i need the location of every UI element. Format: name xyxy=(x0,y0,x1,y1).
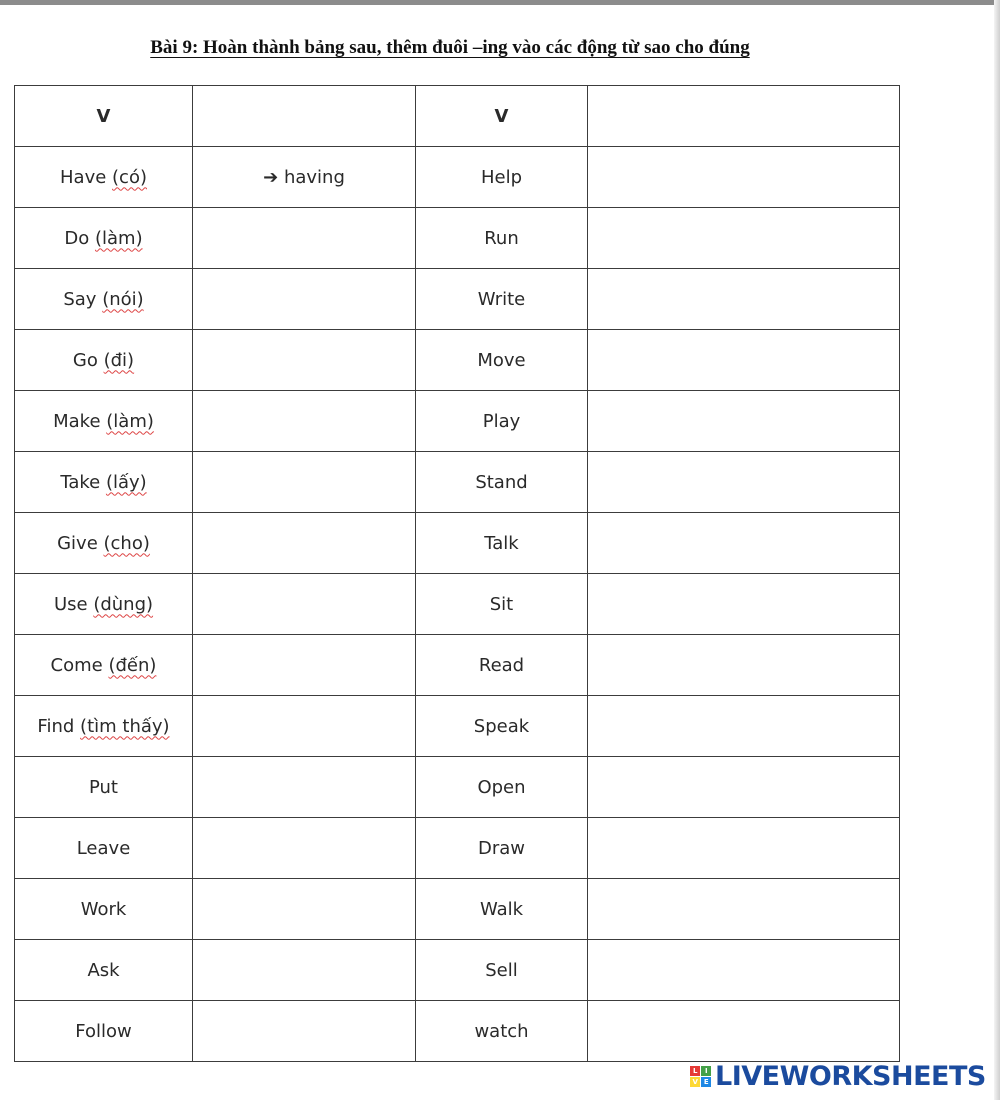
page-title: Bài 9: Hoàn thành bảng sau, thêm đuôi –ing vào các động từ sao cho đúng xyxy=(150,37,750,58)
verb-gloss: (làm) xyxy=(94,227,143,249)
header-verb-2: V xyxy=(416,86,588,147)
verb-cell xyxy=(15,208,193,269)
verb-cell xyxy=(15,818,193,879)
verb-cell: Write xyxy=(416,269,588,330)
answer-cell[interactable] xyxy=(193,940,416,1001)
answer-cell[interactable] xyxy=(193,696,416,757)
answer-cell[interactable] xyxy=(193,269,416,330)
table-row xyxy=(15,879,900,940)
verb-cell: Sit xyxy=(416,574,588,635)
verb-cell: Run xyxy=(416,208,588,269)
answer-cell[interactable] xyxy=(588,818,900,879)
header-answer-2 xyxy=(588,86,900,147)
header-answer-1 xyxy=(193,86,416,147)
liveworksheets-wordmark: LIVEWORKSHEETS xyxy=(715,1060,986,1092)
answer-cell[interactable] xyxy=(193,391,416,452)
verb-cell: Draw xyxy=(416,818,588,879)
verb-text: Follow xyxy=(75,1020,132,1042)
verb-cell xyxy=(15,1001,193,1062)
window-top-edge xyxy=(0,0,1000,5)
verb-cell: watch xyxy=(416,1001,588,1062)
verb-text: Take xyxy=(60,471,101,493)
page-shadow-edge xyxy=(994,0,1000,1100)
verb-gloss: (tìm thấy) xyxy=(80,715,170,737)
table-row xyxy=(15,818,900,879)
verb-cell xyxy=(15,696,193,757)
verb-cell xyxy=(15,391,193,452)
verb-text: Put xyxy=(88,776,118,798)
verb-text: Ask xyxy=(87,959,120,981)
answer-cell[interactable] xyxy=(588,208,900,269)
arrow-right-icon: ➔ xyxy=(263,166,279,188)
mark-square: E xyxy=(701,1077,711,1087)
verb-text: Do xyxy=(64,227,90,249)
answer-cell[interactable] xyxy=(193,879,416,940)
answer-cell[interactable] xyxy=(193,574,416,635)
table-header-row xyxy=(15,86,900,147)
verb-cell xyxy=(15,330,193,391)
answer-cell[interactable] xyxy=(193,513,416,574)
table-row xyxy=(15,452,900,513)
verb-gloss: (đến) xyxy=(108,654,157,676)
table-row xyxy=(15,635,900,696)
verb-cell xyxy=(15,147,193,208)
answer-cell[interactable] xyxy=(588,269,900,330)
mark-square: V xyxy=(690,1077,700,1087)
verb-cell: Speak xyxy=(416,696,588,757)
answer-cell[interactable] xyxy=(193,818,416,879)
verb-cell xyxy=(15,574,193,635)
answer-cell[interactable] xyxy=(588,391,900,452)
answer-cell[interactable] xyxy=(193,208,416,269)
verb-text: Come xyxy=(50,654,103,676)
verb-text: Give xyxy=(57,532,98,554)
answer-cell[interactable] xyxy=(588,147,900,208)
mark-square: I xyxy=(701,1066,711,1076)
verb-text: Make xyxy=(53,410,101,432)
verb-cell: Read xyxy=(416,635,588,696)
verb-text: Work xyxy=(80,898,127,920)
answer-cell[interactable] xyxy=(193,147,416,208)
table-row xyxy=(15,330,900,391)
table-row xyxy=(15,147,900,208)
verb-text: Go xyxy=(72,349,98,371)
verb-gloss: (dùng) xyxy=(93,593,154,615)
verb-text: Have xyxy=(60,166,107,188)
answer-cell[interactable] xyxy=(588,574,900,635)
verb-gloss: (làm) xyxy=(106,410,154,432)
verb-gloss: (lấy) xyxy=(105,471,147,493)
answer-cell[interactable] xyxy=(193,635,416,696)
verb-gloss: (có) xyxy=(112,166,147,188)
verb-gloss: (nói) xyxy=(102,288,144,310)
verb-cell: Stand xyxy=(416,452,588,513)
header-verb-1: V xyxy=(15,86,193,147)
answer-cell[interactable] xyxy=(193,757,416,818)
verb-cell xyxy=(15,513,193,574)
verb-cell xyxy=(15,940,193,1001)
verb-text: Use xyxy=(53,593,88,615)
answer-cell[interactable] xyxy=(193,330,416,391)
verb-cell xyxy=(15,757,193,818)
verb-gloss: (cho) xyxy=(103,532,150,554)
answer-cell[interactable] xyxy=(588,757,900,818)
verb-cell xyxy=(15,269,193,330)
verb-cell xyxy=(15,635,193,696)
verb-cell: Open xyxy=(416,757,588,818)
answer-cell[interactable] xyxy=(588,452,900,513)
answer-cell[interactable] xyxy=(193,452,416,513)
answer-cell[interactable] xyxy=(588,330,900,391)
table-row xyxy=(15,513,900,574)
verb-cell xyxy=(15,879,193,940)
table-row xyxy=(15,574,900,635)
table-row xyxy=(15,208,900,269)
verb-cell xyxy=(15,452,193,513)
table-row xyxy=(15,757,900,818)
verb-gloss: (đi) xyxy=(103,349,135,371)
answer-cell[interactable] xyxy=(193,1001,416,1062)
verb-cell: Move xyxy=(416,330,588,391)
table-row xyxy=(15,940,900,1001)
table-row xyxy=(15,1001,900,1062)
verb-cell: Sell xyxy=(416,940,588,1001)
mark-square: L xyxy=(690,1066,700,1076)
verb-cell: Talk xyxy=(416,513,588,574)
verb-text: Leave xyxy=(76,837,131,859)
answer-cell[interactable] xyxy=(588,1001,900,1062)
table-row xyxy=(15,269,900,330)
liveworksheets-mark-icon xyxy=(690,1066,711,1087)
verb-cell: Walk xyxy=(416,879,588,940)
example-answer: having xyxy=(283,166,345,188)
verb-text: Say xyxy=(63,288,97,310)
answer-cell[interactable] xyxy=(588,879,900,940)
worksheet-table xyxy=(14,85,900,1062)
verb-cell: Help xyxy=(416,147,588,208)
liveworksheets-logo xyxy=(690,1058,986,1094)
answer-cell[interactable] xyxy=(588,696,900,757)
verb-cell: Play xyxy=(416,391,588,452)
table-row xyxy=(15,696,900,757)
table-row xyxy=(15,391,900,452)
verb-text: Find xyxy=(37,715,75,737)
answer-cell[interactable] xyxy=(588,940,900,1001)
answer-cell[interactable] xyxy=(588,513,900,574)
answer-cell[interactable] xyxy=(588,635,900,696)
